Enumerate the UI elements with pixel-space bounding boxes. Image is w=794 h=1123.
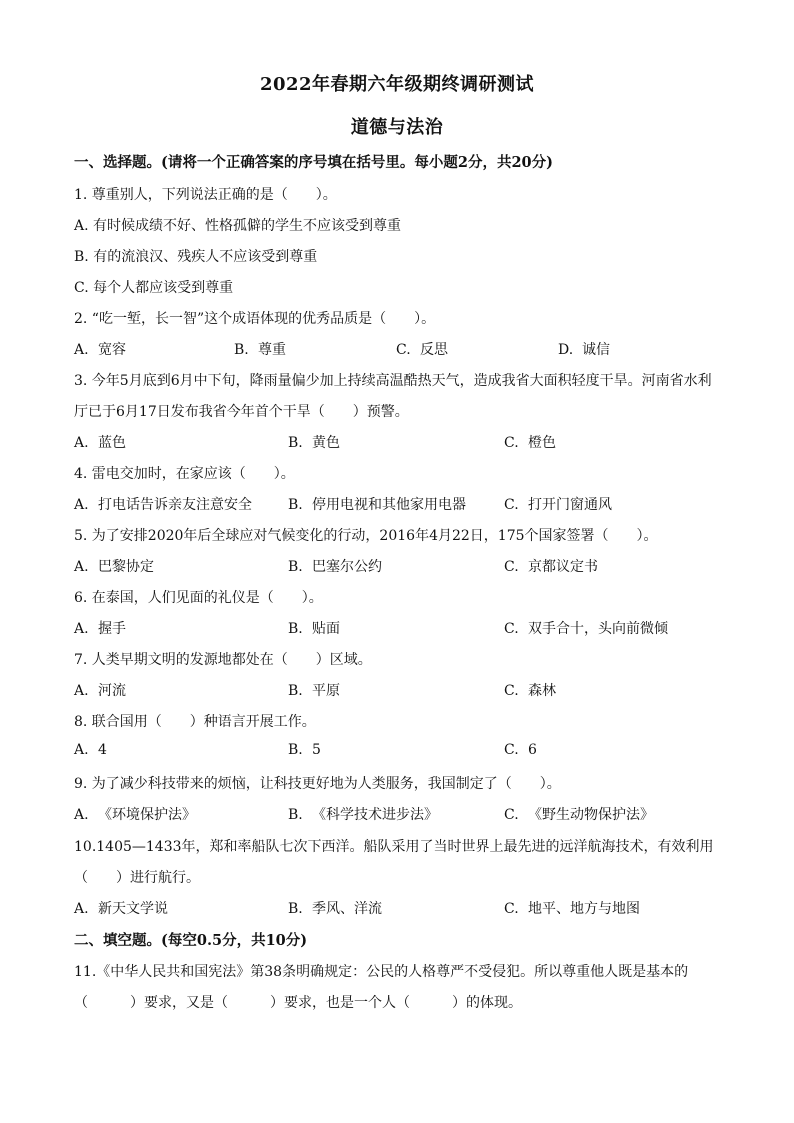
options-row: [74, 556, 734, 576]
question-text: 3. 今年5月底到6月中下旬，降雨量偏少加上持续高温酷热天气，造成我省大面积轻度干旱。河南省水利: [74, 373, 712, 389]
answer-option: C. 《野生动物保护法》: [504, 807, 654, 823]
document-subject: 道德与法治: [350, 117, 444, 138]
answer-option: A. 宽容: [74, 342, 126, 358]
answer-option: B. 尊重: [234, 342, 286, 358]
question-text: 10.1405—1433年，郑和率船队七次下西洋。船队采用了当时世界上最先进的远洋航海技术，有效利用: [74, 839, 714, 855]
question-text: 1. 尊重别人，下列说法正确的是（ ）。: [74, 187, 337, 203]
question-text: 4. 雷电交加时，在家应该（ ）。: [74, 466, 295, 482]
question-text: 9. 为了减少科技带来的烦恼，让科技更好地为人类服务，我国制定了（ ）。: [74, 776, 561, 792]
answer-option: A. 打电话告诉亲友注意安全: [74, 497, 252, 513]
answer-option: B. 黄色: [288, 435, 340, 451]
question-text: 5. 为了安排2020年后全球应对气候变化的行动，2016年4月22日，175个国家签署（ ）。: [74, 528, 658, 544]
answer-option: A. 新天文学说: [74, 901, 168, 917]
answer-option: A. 河流: [74, 683, 126, 699]
question-text: （ ）进行航行。: [74, 870, 200, 886]
answer-option: B. 有的流浪汉、残疾人不应该受到尊重: [74, 249, 318, 265]
answer-option: A. 握手: [74, 621, 126, 637]
section-heading-fill: 二、填空题。(每空0.5分，共10分): [74, 932, 308, 949]
document-title: 2022年春期六年级期终调研测试: [259, 74, 535, 95]
answer-option: D. 诚信: [558, 342, 610, 358]
answer-option: C. 森林: [504, 683, 556, 699]
question-text: 6. 在泰国，人们见面的礼仪是（ ）。: [74, 590, 323, 606]
answer-option: B. 5: [288, 742, 321, 758]
answer-option: A. 《环境保护法》: [74, 807, 196, 823]
options-row: [74, 804, 734, 824]
answer-option: B. 《科学技术进步法》: [288, 807, 438, 823]
answer-option: C. 双手合十，头向前微倾: [504, 621, 668, 637]
answer-option: C. 打开门窗通风: [504, 497, 612, 513]
options-row: [74, 432, 734, 452]
options-row: [74, 494, 734, 514]
answer-option: A. 有时候成绩不好、性格孤僻的学生不应该受到尊重: [74, 218, 402, 234]
options-row: [74, 898, 734, 918]
answer-option: A. 蓝色: [74, 435, 126, 451]
question-text: 2. “吃一堑，长一智”这个成语体现的优秀品质是（ ）。: [74, 311, 436, 327]
question-text: 厅已于6月17日发布我省今年首个干旱（ ）预警。: [74, 404, 409, 420]
answer-option: A. 巴黎协定: [74, 559, 154, 575]
question-text: 8. 联合国用（ ）种语言开展工作。: [74, 714, 316, 730]
answer-option: B. 季风、洋流: [288, 901, 382, 917]
answer-option: C. 每个人都应该受到尊重: [74, 280, 234, 296]
options-row: [74, 618, 734, 638]
options-row: [74, 339, 734, 359]
answer-option: B. 贴面: [288, 621, 340, 637]
question-text: （ ）要求，又是（ ）要求，也是一个人（ ）的体现。: [74, 995, 522, 1011]
options-row: [74, 680, 734, 700]
answer-option: B. 停用电视和其他家用电器: [288, 497, 466, 513]
answer-option: B. 平原: [288, 683, 340, 699]
answer-option: C. 地平、地方与地图: [504, 901, 640, 917]
answer-option: A. 4: [74, 742, 107, 758]
answer-option: C. 反思: [396, 342, 448, 358]
options-row: [74, 742, 734, 762]
question-text: 11.《中华人民共和国宪法》第38条明确规定：公民的人格尊严不受侵犯。所以尊重他人既是基本的: [74, 964, 689, 980]
answer-option: B. 巴塞尔公约: [288, 559, 382, 575]
answer-option: C. 6: [504, 742, 537, 758]
answer-option: C. 橙色: [504, 435, 556, 451]
question-text: 7. 人类早期文明的发源地都处在（ ）区域。: [74, 652, 372, 668]
answer-option: C. 京都议定书: [504, 559, 598, 575]
section-heading-choice: 一、选择题。(请将一个正确答案的序号填在括号里。每小题2分，共20分): [74, 154, 553, 171]
